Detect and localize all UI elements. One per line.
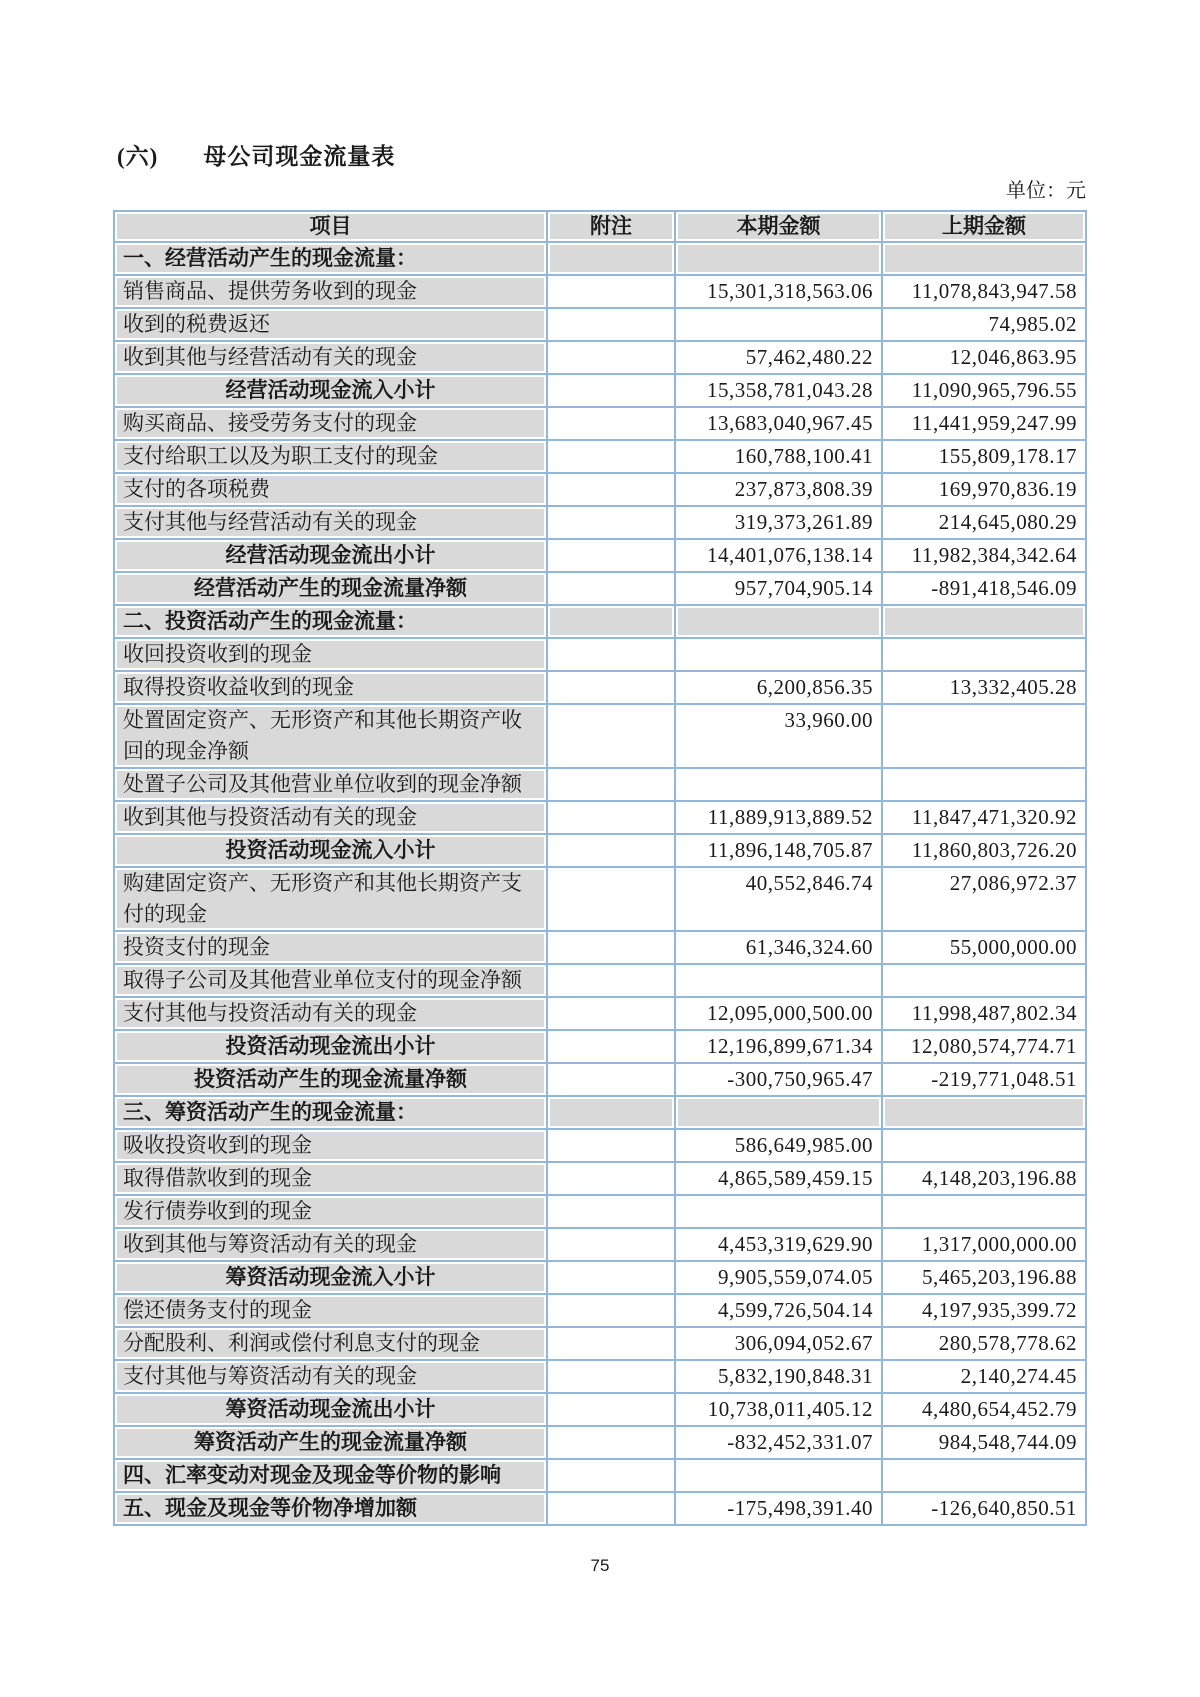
prior-amount-cell: 4,480,654,452.79 [882, 1393, 1086, 1426]
note-cell [547, 964, 675, 997]
table-row [114, 1162, 1086, 1195]
table-row [114, 1063, 1086, 1096]
table-row [114, 768, 1086, 801]
prior-amount-cell: 13,332,405.28 [882, 671, 1086, 704]
table-row [114, 834, 1086, 867]
current-amount-cell [675, 638, 882, 671]
current-amount-cell: 4,865,589,459.15 [675, 1162, 882, 1195]
item-cell: 二、投资活动产生的现金流量： [114, 605, 547, 638]
table-row [114, 1096, 1086, 1129]
current-amount-cell: 6,200,856.35 [675, 671, 882, 704]
table-row [114, 1492, 1086, 1525]
header-note: 附注 [547, 211, 675, 242]
table-row [114, 1195, 1086, 1228]
note-cell [547, 1129, 675, 1162]
prior-amount-cell: 155,809,178.17 [882, 440, 1086, 473]
current-amount-cell: 306,094,052.67 [675, 1327, 882, 1360]
note-cell [547, 768, 675, 801]
section-number: (六) [117, 144, 159, 169]
item-cell: 支付给职工以及为职工支付的现金 [114, 440, 547, 473]
current-amount-cell: 14,401,076,138.14 [675, 539, 882, 572]
note-cell [547, 1459, 675, 1492]
prior-amount-cell [882, 605, 1086, 638]
table-row [114, 867, 1086, 931]
title-text: 母公司现金流量表 [203, 144, 396, 169]
prior-amount-cell: 55,000,000.00 [882, 931, 1086, 964]
prior-amount-cell: 11,847,471,320.92 [882, 801, 1086, 834]
current-amount-cell: 319,373,261.89 [675, 506, 882, 539]
current-amount-cell: 5,832,190,848.31 [675, 1360, 882, 1393]
note-cell [547, 506, 675, 539]
table-row [114, 605, 1086, 638]
table-row [114, 572, 1086, 605]
table-row [114, 671, 1086, 704]
table-row [114, 1426, 1086, 1459]
item-cell: 偿还债务支付的现金 [114, 1294, 547, 1327]
item-cell: 三、筹资活动产生的现金流量： [114, 1096, 547, 1129]
note-cell [547, 308, 675, 341]
prior-amount-cell [882, 638, 1086, 671]
note-cell [547, 1162, 675, 1195]
note-cell [547, 605, 675, 638]
prior-amount-cell: 11,090,965,796.55 [882, 374, 1086, 407]
prior-amount-cell [882, 704, 1086, 768]
item-cell: 购买商品、接受劳务支付的现金 [114, 407, 547, 440]
current-amount-cell: 237,873,808.39 [675, 473, 882, 506]
prior-amount-cell: 214,645,080.29 [882, 506, 1086, 539]
note-cell [547, 407, 675, 440]
item-cell: 支付的各项税费 [114, 473, 547, 506]
table-row [114, 1393, 1086, 1426]
item-cell: 吸收投资收到的现金 [114, 1129, 547, 1162]
prior-amount-cell: 169,970,836.19 [882, 473, 1086, 506]
prior-amount-cell: 11,441,959,247.99 [882, 407, 1086, 440]
current-amount-cell: 40,552,846.74 [675, 867, 882, 931]
note-cell [547, 638, 675, 671]
item-cell: 经营活动现金流出小计 [114, 539, 547, 572]
prior-amount-cell [882, 1096, 1086, 1129]
item-cell: 五、现金及现金等价物净增加额 [114, 1492, 547, 1525]
current-amount-cell: 10,738,011,405.12 [675, 1393, 882, 1426]
table-row [114, 275, 1086, 308]
item-cell: 取得子公司及其他营业单位支付的现金净额 [114, 964, 547, 997]
table-row [114, 931, 1086, 964]
prior-amount-cell: 5,465,203,196.88 [882, 1261, 1086, 1294]
cash-flow-table [113, 210, 1087, 1526]
note-cell [547, 1261, 675, 1294]
prior-amount-cell: 984,548,744.09 [882, 1426, 1086, 1459]
current-amount-cell: 11,889,913,889.52 [675, 801, 882, 834]
note-cell [547, 374, 675, 407]
prior-amount-cell [882, 1195, 1086, 1228]
item-cell: 收到的税费返还 [114, 308, 547, 341]
item-cell: 收到其他与投资活动有关的现金 [114, 801, 547, 834]
item-cell: 投资支付的现金 [114, 931, 547, 964]
table-row [114, 242, 1086, 275]
prior-amount-cell: 12,080,574,774.71 [882, 1030, 1086, 1063]
prior-amount-cell [882, 964, 1086, 997]
note-cell [547, 704, 675, 768]
item-cell: 经营活动产生的现金流量净额 [114, 572, 547, 605]
header-prior-amount: 上期金额 [882, 211, 1086, 242]
note-cell [547, 671, 675, 704]
current-amount-cell [675, 964, 882, 997]
current-amount-cell: 4,453,319,629.90 [675, 1228, 882, 1261]
item-cell: 四、汇率变动对现金及现金等价物的影响 [114, 1459, 547, 1492]
note-cell [547, 1063, 675, 1096]
prior-amount-cell: 11,860,803,726.20 [882, 834, 1086, 867]
table-row [114, 308, 1086, 341]
prior-amount-cell: 4,148,203,196.88 [882, 1162, 1086, 1195]
note-cell [547, 539, 675, 572]
current-amount-cell: 11,896,148,705.87 [675, 834, 882, 867]
item-cell: 支付其他与筹资活动有关的现金 [114, 1360, 547, 1393]
item-cell: 一、经营活动产生的现金流量： [114, 242, 547, 275]
current-amount-cell: 4,599,726,504.14 [675, 1294, 882, 1327]
table-row [114, 638, 1086, 671]
item-cell: 销售商品、提供劳务收到的现金 [114, 275, 547, 308]
note-cell [547, 242, 675, 275]
note-cell [547, 440, 675, 473]
item-cell: 投资活动现金流出小计 [114, 1030, 547, 1063]
prior-amount-cell [882, 1459, 1086, 1492]
current-amount-cell: 586,649,985.00 [675, 1129, 882, 1162]
prior-amount-cell: 11,078,843,947.58 [882, 275, 1086, 308]
prior-amount-cell: 4,197,935,399.72 [882, 1294, 1086, 1327]
note-cell [547, 1030, 675, 1063]
current-amount-cell: 957,704,905.14 [675, 572, 882, 605]
current-amount-cell: 12,196,899,671.34 [675, 1030, 882, 1063]
prior-amount-cell: -126,640,850.51 [882, 1492, 1086, 1525]
prior-amount-cell: 12,046,863.95 [882, 341, 1086, 374]
item-cell: 处置子公司及其他营业单位收到的现金净额 [114, 768, 547, 801]
prior-amount-cell: -891,418,546.09 [882, 572, 1086, 605]
item-cell: 处置固定资产、无形资产和其他长期资产收回的现金净额 [114, 704, 547, 768]
current-amount-cell: 13,683,040,967.45 [675, 407, 882, 440]
current-amount-cell: -300,750,965.47 [675, 1063, 882, 1096]
table-row [114, 440, 1086, 473]
table-row [114, 1327, 1086, 1360]
item-cell: 支付其他与投资活动有关的现金 [114, 997, 547, 1030]
note-cell [547, 1096, 675, 1129]
note-cell [547, 1393, 675, 1426]
note-cell [547, 275, 675, 308]
unit-label: 单位：元 [1006, 180, 1086, 202]
current-amount-cell [675, 1096, 882, 1129]
item-cell: 投资活动产生的现金流量净额 [114, 1063, 547, 1096]
prior-amount-cell: 1,317,000,000.00 [882, 1228, 1086, 1261]
table-row [114, 704, 1086, 768]
prior-amount-cell [882, 1129, 1086, 1162]
table-row [114, 1459, 1086, 1492]
item-cell: 收到其他与经营活动有关的现金 [114, 341, 547, 374]
note-cell [547, 572, 675, 605]
note-cell [547, 801, 675, 834]
table-row [114, 1129, 1086, 1162]
note-cell [547, 1492, 675, 1525]
table-row [114, 1360, 1086, 1393]
table-row [114, 473, 1086, 506]
note-cell [547, 1294, 675, 1327]
item-cell: 筹资活动现金流入小计 [114, 1261, 547, 1294]
note-cell [547, 473, 675, 506]
note-cell [547, 931, 675, 964]
table-row [114, 1228, 1086, 1261]
note-cell [547, 1228, 675, 1261]
current-amount-cell: 15,358,781,043.28 [675, 374, 882, 407]
note-cell [547, 341, 675, 374]
table-row [114, 964, 1086, 997]
table-row [114, 407, 1086, 440]
header-item: 项目 [114, 211, 547, 242]
table-row [114, 374, 1086, 407]
current-amount-cell: 61,346,324.60 [675, 931, 882, 964]
item-cell: 经营活动现金流入小计 [114, 374, 547, 407]
page-number: 75 [590, 1556, 610, 1575]
prior-amount-cell: 11,982,384,342.64 [882, 539, 1086, 572]
note-cell [547, 867, 675, 931]
prior-amount-cell: 74,985.02 [882, 308, 1086, 341]
current-amount-cell: 15,301,318,563.06 [675, 275, 882, 308]
document-title [117, 138, 395, 171]
item-cell: 筹资活动产生的现金流量净额 [114, 1426, 547, 1459]
table-row [114, 1294, 1086, 1327]
table-row [114, 997, 1086, 1030]
current-amount-cell [675, 1459, 882, 1492]
item-cell: 投资活动现金流入小计 [114, 834, 547, 867]
item-cell: 筹资活动现金流出小计 [114, 1393, 547, 1426]
note-cell [547, 1327, 675, 1360]
current-amount-cell [675, 768, 882, 801]
current-amount-cell: 12,095,000,500.00 [675, 997, 882, 1030]
current-amount-cell: 57,462,480.22 [675, 341, 882, 374]
prior-amount-cell: 11,998,487,802.34 [882, 997, 1086, 1030]
note-cell [547, 1195, 675, 1228]
item-cell: 取得投资收益收到的现金 [114, 671, 547, 704]
item-cell: 收到其他与筹资活动有关的现金 [114, 1228, 547, 1261]
table-header-row [114, 211, 1086, 242]
prior-amount-cell [882, 242, 1086, 275]
item-cell: 分配股利、利润或偿付利息支付的现金 [114, 1327, 547, 1360]
table-row [114, 539, 1086, 572]
current-amount-cell: -832,452,331.07 [675, 1426, 882, 1459]
item-cell: 收回投资收到的现金 [114, 638, 547, 671]
prior-amount-cell [882, 768, 1086, 801]
note-cell [547, 1360, 675, 1393]
note-cell [547, 1426, 675, 1459]
table-row [114, 341, 1086, 374]
note-cell [547, 997, 675, 1030]
table-row [114, 1030, 1086, 1063]
current-amount-cell: 9,905,559,074.05 [675, 1261, 882, 1294]
item-cell: 发行债券收到的现金 [114, 1195, 547, 1228]
header-current-amount: 本期金额 [675, 211, 882, 242]
current-amount-cell: -175,498,391.40 [675, 1492, 882, 1525]
current-amount-cell [675, 242, 882, 275]
note-cell [547, 834, 675, 867]
current-amount-cell [675, 1195, 882, 1228]
current-amount-cell: 160,788,100.41 [675, 440, 882, 473]
item-cell: 支付其他与经营活动有关的现金 [114, 506, 547, 539]
current-amount-cell [675, 605, 882, 638]
prior-amount-cell: 27,086,972.37 [882, 867, 1086, 931]
prior-amount-cell: 2,140,274.45 [882, 1360, 1086, 1393]
prior-amount-cell: 280,578,778.62 [882, 1327, 1086, 1360]
item-cell: 取得借款收到的现金 [114, 1162, 547, 1195]
item-cell: 购建固定资产、无形资产和其他长期资产支付的现金 [114, 867, 547, 931]
table-body [114, 242, 1086, 1525]
table-row [114, 1261, 1086, 1294]
current-amount-cell: 33,960.00 [675, 704, 882, 768]
table-row [114, 506, 1086, 539]
prior-amount-cell: -219,771,048.51 [882, 1063, 1086, 1096]
current-amount-cell [675, 308, 882, 341]
table-row [114, 801, 1086, 834]
